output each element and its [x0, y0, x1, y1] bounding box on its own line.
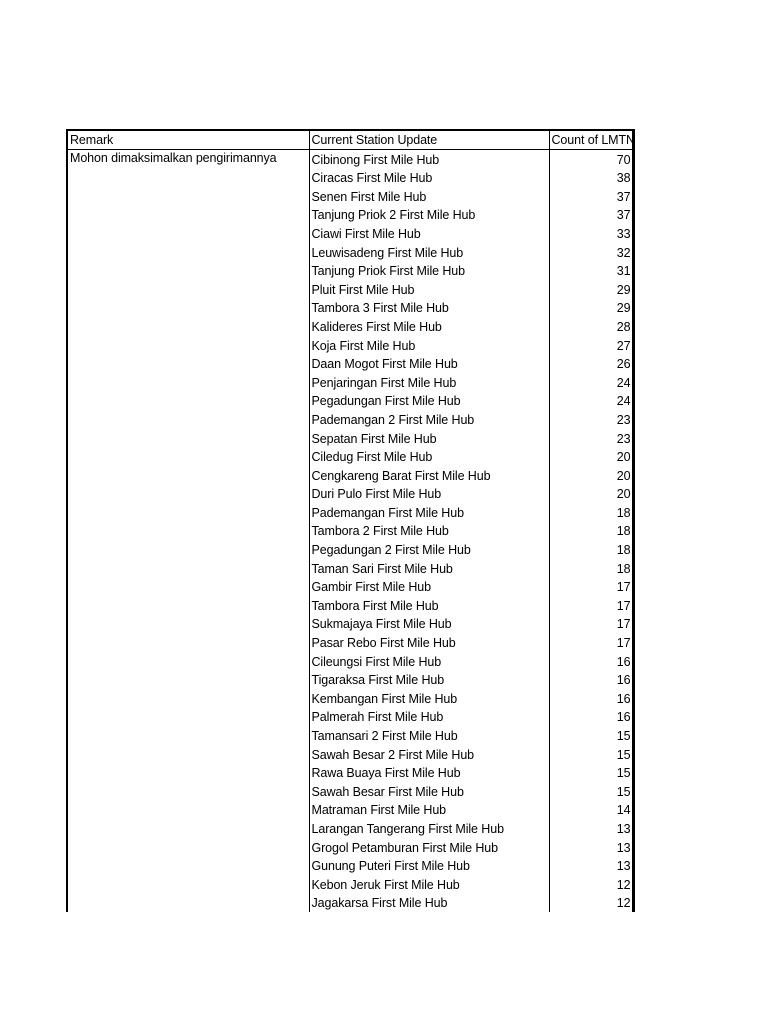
station-name-cell: Pademangan 2 First Mile Hub: [309, 410, 549, 429]
header-current-station-update: Current Station Update: [309, 130, 549, 150]
station-name-cell: Tamansari 2 First Mile Hub: [309, 726, 549, 745]
station-name-cell: Jagakarsa First Mile Hub: [309, 894, 549, 913]
count-cell: 18: [549, 503, 633, 522]
count-cell: 16: [549, 671, 633, 690]
station-name-cell: Larangan Tangerang First Mile Hub: [309, 819, 549, 838]
count-cell: 14: [549, 801, 633, 820]
station-name-cell: Grogol Petamburan First Mile Hub: [309, 838, 549, 857]
count-cell: 24: [549, 392, 633, 411]
station-name-cell: Gambir First Mile Hub: [309, 578, 549, 597]
station-name-cell: Ciledug First Mile Hub: [309, 448, 549, 467]
station-name-cell: Leuwisadeng First Mile Hub: [309, 243, 549, 262]
count-cell: 23: [549, 410, 633, 429]
count-cell: 17: [549, 596, 633, 615]
station-name-cell: Cileungsi First Mile Hub: [309, 652, 549, 671]
count-cell: 23: [549, 429, 633, 448]
station-name-cell: Sepatan First Mile Hub: [309, 429, 549, 448]
count-cell: 37: [549, 206, 633, 225]
count-cell: 13: [549, 857, 633, 876]
count-cell: 16: [549, 652, 633, 671]
station-name-cell: Duri Pulo First Mile Hub: [309, 485, 549, 504]
count-cell: 15: [549, 726, 633, 745]
header-count-of-lmtn: Count of LMTN: [549, 130, 633, 150]
station-name-cell: Taman Sari First Mile Hub: [309, 559, 549, 578]
station-name-cell: Kalideres First Mile Hub: [309, 317, 549, 336]
station-name-cell: Sukmajaya First Mile Hub: [309, 615, 549, 634]
station-name-cell: Cengkareng Barat First Mile Hub: [309, 466, 549, 485]
station-name-cell: Tigaraksa First Mile Hub: [309, 671, 549, 690]
count-cell: 16: [549, 689, 633, 708]
count-cell: 12: [549, 875, 633, 894]
station-name-cell: Pegadungan 2 First Mile Hub: [309, 540, 549, 559]
count-cell: 15: [549, 745, 633, 764]
station-name-cell: Sawah Besar First Mile Hub: [309, 782, 549, 801]
station-name-cell: Gunung Puteri First Mile Hub: [309, 857, 549, 876]
station-name-cell: Tambora First Mile Hub: [309, 596, 549, 615]
station-name-cell: Daan Mogot First Mile Hub: [309, 355, 549, 374]
station-name-cell: Penjaringan First Mile Hub: [309, 373, 549, 392]
count-cell: 20: [549, 485, 633, 504]
station-name-cell: Pegadungan First Mile Hub: [309, 392, 549, 411]
station-name-cell: Tambora 3 First Mile Hub: [309, 299, 549, 318]
header-row: [67, 130, 633, 150]
count-cell: 29: [549, 299, 633, 318]
count-cell: 70: [549, 150, 633, 169]
count-cell: 38: [549, 169, 633, 188]
count-cell: 16: [549, 708, 633, 727]
station-name-cell: Sawah Besar 2 First Mile Hub: [309, 745, 549, 764]
station-name-cell: Ciracas First Mile Hub: [309, 169, 549, 188]
count-cell: 15: [549, 782, 633, 801]
station-name-cell: Rawa Buaya First Mile Hub: [309, 764, 549, 783]
station-name-cell: Cibinong First Mile Hub: [309, 150, 549, 169]
count-cell: 13: [549, 819, 633, 838]
count-cell: 20: [549, 448, 633, 467]
count-cell: 17: [549, 633, 633, 652]
remark-cell: Mohon dimaksimalkan pengirimannya: [67, 150, 309, 913]
count-cell: 18: [549, 540, 633, 559]
count-cell: 33: [549, 224, 633, 243]
station-name-cell: Pademangan First Mile Hub: [309, 503, 549, 522]
station-name-cell: Kebon Jeruk First Mile Hub: [309, 875, 549, 894]
station-name-cell: Tambora 2 First Mile Hub: [309, 522, 549, 541]
table-row: [67, 150, 633, 169]
station-name-cell: Senen First Mile Hub: [309, 187, 549, 206]
count-cell: 31: [549, 262, 633, 281]
station-name-cell: Ciawi First Mile Hub: [309, 224, 549, 243]
count-cell: 29: [549, 280, 633, 299]
count-cell: 12: [549, 894, 633, 913]
station-name-cell: Tanjung Priok 2 First Mile Hub: [309, 206, 549, 225]
count-cell: 24: [549, 373, 633, 392]
station-name-cell: Tanjung Priok First Mile Hub: [309, 262, 549, 281]
station-count-table: [66, 129, 635, 912]
count-cell: 15: [549, 764, 633, 783]
count-cell: 17: [549, 578, 633, 597]
station-name-cell: Matraman First Mile Hub: [309, 801, 549, 820]
count-cell: 18: [549, 522, 633, 541]
station-name-cell: Pluit First Mile Hub: [309, 280, 549, 299]
count-cell: 32: [549, 243, 633, 262]
count-cell: 17: [549, 615, 633, 634]
count-cell: 13: [549, 838, 633, 857]
station-name-cell: Koja First Mile Hub: [309, 336, 549, 355]
count-cell: 37: [549, 187, 633, 206]
count-cell: 28: [549, 317, 633, 336]
header-remark: Remark: [67, 130, 309, 150]
count-cell: 27: [549, 336, 633, 355]
station-name-cell: Palmerah First Mile Hub: [309, 708, 549, 727]
count-cell: 18: [549, 559, 633, 578]
count-cell: 26: [549, 355, 633, 374]
table-body: [67, 150, 633, 913]
count-cell: 20: [549, 466, 633, 485]
station-name-cell: Kembangan First Mile Hub: [309, 689, 549, 708]
station-name-cell: Pasar Rebo First Mile Hub: [309, 633, 549, 652]
spreadsheet-page: [66, 129, 635, 917]
